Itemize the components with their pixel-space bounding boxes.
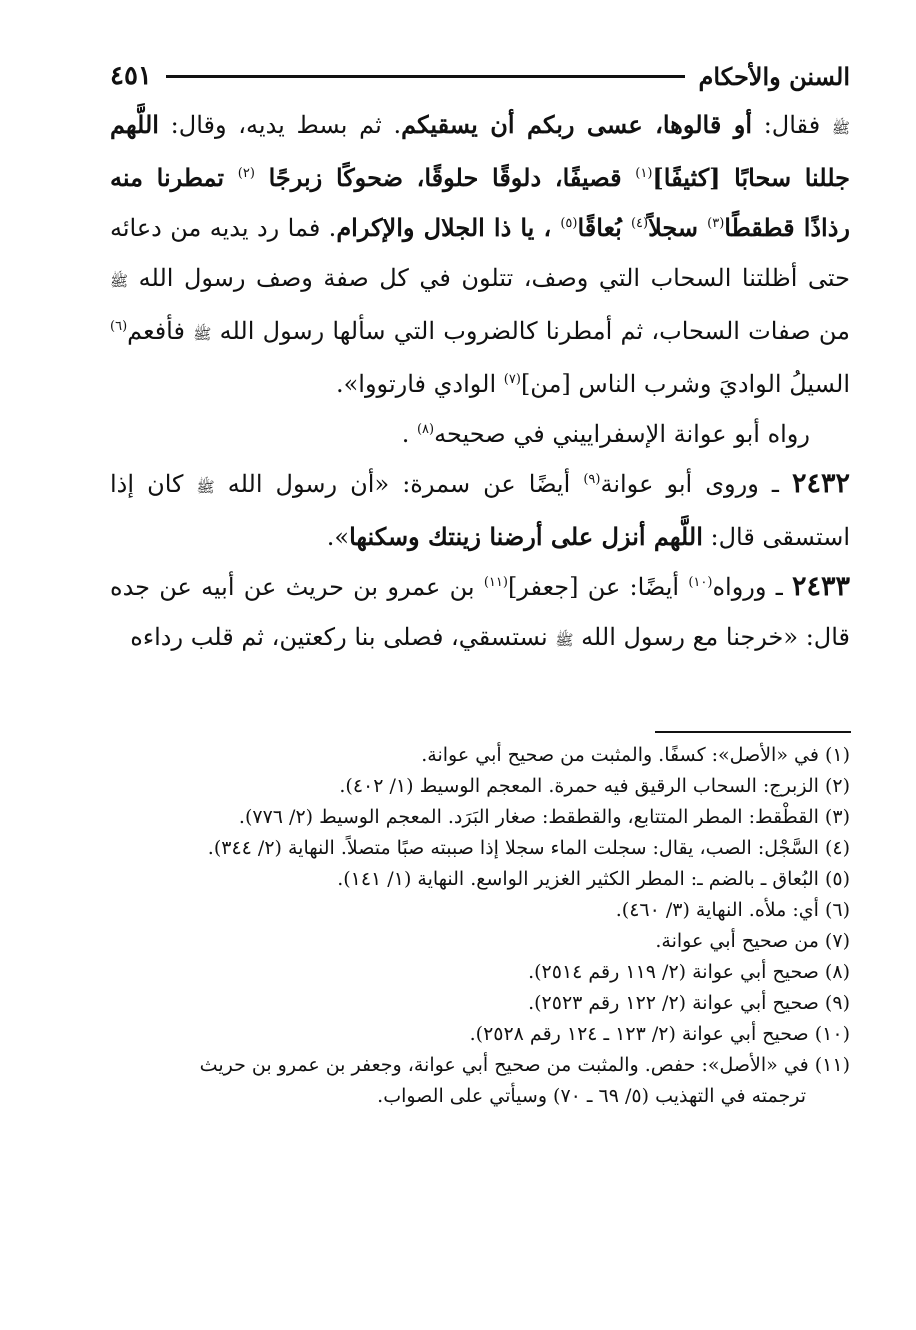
text-run: أيضًا عن سمرة: «أن رسول الله bbox=[214, 470, 584, 498]
bold-text-run: تمطرنا منه رذاذًا قطقطًا bbox=[110, 163, 850, 242]
text-run: كان إذا استسقى قال: bbox=[110, 470, 850, 551]
text-run: فقال: bbox=[752, 111, 832, 139]
salla-glyph: ﷺ bbox=[196, 478, 215, 496]
footnote-6: (٦) أي: ملأه. النهاية (٣/ ٤٦٠). bbox=[615, 899, 850, 921]
footnote-11: (١١) في «الأصل»: حفص. والمثبت من صحيح أبي عوانة، وجعفر بن عمرو بن حريث bbox=[199, 1054, 850, 1076]
main-text bbox=[110, 100, 850, 665]
footnote-ref: (١) bbox=[635, 166, 653, 181]
text-run: ». bbox=[326, 523, 350, 551]
hadith-2432 bbox=[110, 459, 850, 562]
salla-glyph: ﷺ bbox=[110, 272, 129, 290]
bold-text-run: بُعاقًا bbox=[577, 213, 631, 242]
footnote-ref: (٥) bbox=[560, 216, 578, 231]
salla-glyph: ﷺ bbox=[193, 325, 212, 343]
text-run: الوادي فارتووا». bbox=[335, 370, 504, 398]
bold-text-run: اللَّهم أنزل على أرضنا زينتك وسكنها bbox=[349, 522, 703, 551]
text-run: من صفات السحاب، ثم أمطرنا كالضروب التي سألها رسول الله bbox=[211, 317, 850, 345]
footnote-ref: (١١) bbox=[483, 575, 508, 590]
footnote-9: (٩) صحيح أبي عوانة (٢/ ١٢٢ رقم ٢٥٢٣). bbox=[528, 992, 850, 1014]
salla-glyph: ﷺ bbox=[555, 631, 574, 649]
footnote-7: (٧) من صحيح أبي عوانة. bbox=[655, 930, 850, 952]
bold-text-run: اللَّهم جللنا سحابًا [كثيفًا] bbox=[110, 110, 851, 192]
footnote-ref: (٦) bbox=[110, 319, 128, 334]
footnote-ref: (٩) bbox=[583, 472, 601, 487]
bold-text-run: قصيفًا، دلوقًا حلوقًا، ضحوكًا زبرجًا bbox=[254, 163, 636, 192]
footnote-ref: (٧) bbox=[503, 372, 521, 387]
text-run: . فما رد يديه من دعائه حتى أظلتنا السحاب التي وصف، تتلون في كل صفة وصف رسول الله bbox=[110, 214, 850, 292]
paragraph-continuation bbox=[110, 100, 850, 409]
footnote-ref: (٢) bbox=[237, 166, 255, 181]
footnote-ref: (٣) bbox=[707, 216, 725, 231]
page-number: ٤٥١ bbox=[110, 61, 152, 91]
text-run: . bbox=[401, 420, 417, 448]
text-run: نستسقي، فصلى بنا ركعتين، ثم قلب رداءه bbox=[130, 623, 556, 651]
bold-text-run: ، يا ذا الجلال والإكرام bbox=[336, 213, 561, 242]
footnote-5: (٥) البُعاق ـ بالضم ـ: المطر الكثير الغزير الواسع. النهاية (١/ ١٤١). bbox=[337, 868, 850, 890]
footnote-3: (٣) القطْقط: المطر المتتابع، والقطقط: صغار البَرَد. المعجم الوسيط (٢/ ٧٧٦). bbox=[238, 806, 850, 828]
footnote-8: (٨) صحيح أبي عوانة (٢/ ١١٩ رقم ٢٥١٤). bbox=[528, 961, 850, 983]
footnote-separator bbox=[655, 731, 851, 733]
hadith-number: ٢٤٣٣ bbox=[791, 571, 850, 602]
footnotes bbox=[110, 740, 850, 1112]
bold-text-run: سجلاً bbox=[648, 213, 708, 242]
footnote-ref: (١٠) bbox=[688, 575, 713, 590]
bold-text-run: أو قالوها، عسى ربكم أن يسقيكم bbox=[401, 110, 753, 139]
footnote-10: (١٠) صحيح أبي عوانة (٢/ ١٢٣ ـ ١٢٤ رقم ٢٥٢٨). bbox=[469, 1023, 850, 1045]
salla-glyph: ﷺ bbox=[831, 119, 851, 137]
running-header bbox=[110, 58, 850, 94]
hadith-2433 bbox=[110, 562, 850, 665]
footnote-4: (٤) السَّجْل: الصب، يقال: سجلت الماء سجلا إذا صببته صبًا متصلاً. النهاية (٢/ ٣٤٤). bbox=[207, 837, 850, 859]
text-run: ـ وروى أبو عوانة bbox=[600, 470, 792, 498]
text-run: رواه أبو عوانة الإسفراييني في صحيحه bbox=[434, 420, 810, 448]
hadith-number: ٢٤٣٢ bbox=[791, 468, 850, 499]
source-attribution bbox=[110, 409, 850, 459]
footnote-1: (١) في «الأصل»: كسفًا. والمثبت من صحيح أبي عوانة. bbox=[421, 744, 850, 766]
footnote-ref: (٤) bbox=[630, 216, 649, 231]
text-run: . ثم بسط يديه، وقال: bbox=[158, 111, 402, 139]
footnote-2: (٢) الزبرج: السحاب الرقيق فيه حمرة. المعجم الوسيط (١/ ٤٠٢). bbox=[339, 775, 850, 797]
text-run: السيلُ الواديَ وشرب الناس [من] bbox=[520, 370, 850, 398]
running-title: السنن والأحكام bbox=[698, 61, 850, 91]
text-run: أيضًا: عن [جعفر] bbox=[507, 573, 689, 601]
text-run: ـ ورواه bbox=[712, 573, 792, 601]
footnote-ref: (٨) bbox=[416, 422, 435, 437]
header-rule bbox=[166, 75, 685, 78]
text-run: فأفعم bbox=[127, 317, 194, 345]
text-run: بن عمرو بن حريث عن أبيه عن جده قال: «خرجنا مع رسول الله bbox=[110, 573, 850, 651]
footnote-11-continuation: ترجمته في التهذيب (٥/ ٦٩ ـ ٧٠) وسيأتي على الصواب. bbox=[377, 1085, 806, 1107]
